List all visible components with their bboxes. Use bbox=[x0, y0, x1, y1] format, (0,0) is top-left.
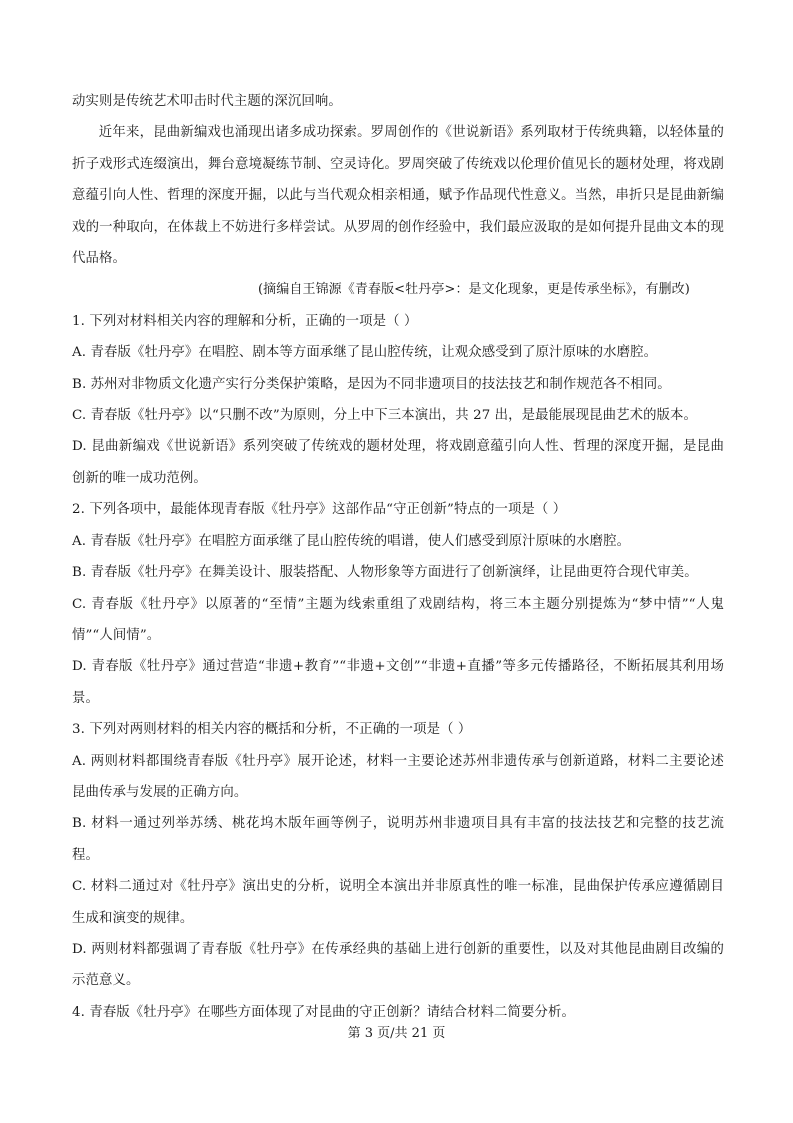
question-3 bbox=[72, 714, 724, 997]
option-c: C. 青春版《牡丹亭》以“只删不改”为原则，分上中下三本演出，共 27 出，是最能展现昆曲艺术的版本。 bbox=[72, 408, 698, 424]
option-a: A. 青春版《牡丹亭》在唱腔、剧本等方面承继了昆山腔传统，让观众感受到了原汁原味的水磨腔。 bbox=[72, 345, 658, 361]
page-content bbox=[72, 86, 724, 1028]
passage-paragraph: 近年来，昆曲新编戏也涌现出诸多成功探索。罗周创作的《世说新语》系列取材于传统典籍，以轻体量的折子戏形式连缀演出，舞台意境凝练节制、空灵诗化。罗周突破了传统戏以伦理价值见长的题材处理，将戏剧意蕴引向人性、哲理的深度开掘，以此与当代观众相亲相通，赋予作品现代性意义。当然，串折只是昆曲新编戏的一种取向，在体裁上不妨进行多样尝试。从罗周的创作经验中，我们最应汲取的是如何提升昆曲文本的现代品格。 bbox=[72, 125, 724, 267]
question-stem: 3. 下列对两则材料的相关内容的概括和分析，不正确的一项是（ ） bbox=[72, 722, 472, 738]
question-stem: 2. 下列各项中，最能体现青春版《牡丹亭》这部作品“守正创新”特点的一项是（ ） bbox=[72, 502, 567, 518]
option-a: A. 两则材料都围绕青春版《牡丹亭》展开论述，材料一主要论述苏州非遗传承与创新道路，材料二主要论述昆曲传承与发展的正确方向。 bbox=[72, 753, 724, 800]
option-c: C. 青春版《牡丹亭》以原著的“至情”主题为线索重组了戏剧结构，将三本主题分别提炼为“梦中情”“人鬼情”“人间情”。 bbox=[72, 596, 724, 643]
option-b: B. 青春版《牡丹亭》在舞美设计、服装搭配、人物形象等方面进行了创新演绎，让昆曲更符合现代审美。 bbox=[72, 565, 698, 581]
passage-source: (摘编自王锦源《青春版<牡丹亭>：是文化现象，更是传承坐标》，有删改) bbox=[258, 282, 690, 298]
option-b: B. 苏州对非物质文化遗产实行分类保护策略，是因为不同非遗项目的技法技艺和制作规范各不相同。 bbox=[72, 376, 671, 392]
option-d: D. 昆曲新编戏《世说新语》系列突破了传统戏的题材处理，将戏剧意蕴引向人性、哲理的深度开掘，是昆曲创新的唯一成功范例。 bbox=[72, 439, 724, 486]
page-footer: 第 3 页/共 21 页 bbox=[347, 1026, 446, 1041]
question-stem: 1. 下列对材料相关内容的理解和分析，正确的一项是（ ） bbox=[72, 313, 418, 329]
option-a: A. 青春版《牡丹亭》在唱腔方面承继了昆山腔传统的唱谱，使人们感受到原汁原味的水磨腔。 bbox=[72, 533, 631, 549]
question-2 bbox=[72, 494, 724, 714]
option-d: D. 两则材料都强调了青春版《牡丹亭》在传承经典的基础上进行创新的重要性，以及对其他昆曲剧目改编的示范意义。 bbox=[72, 941, 724, 989]
passage-line: 动实则是传统艺术叩击时代主题的深沉回响。 bbox=[72, 94, 342, 109]
option-c: C. 材料二通过对《牡丹亭》演出史的分析，说明全本演出并非原真性的唯一标准，昆曲保护传承应遵循剧目生成和演变的规律。 bbox=[72, 879, 724, 926]
question-1 bbox=[72, 306, 724, 494]
question-stem: 4. 青春版《牡丹亭》在哪些方面体现了对昆曲的守正创新？请结合材料二简要分析。 bbox=[72, 1004, 575, 1020]
option-d: D. 青春版《牡丹亭》通过营造“非遗+教育”“非遗+文创”“非遗+直播”等多元传播路径，不断拓展其利用场景。 bbox=[72, 659, 724, 706]
option-b: B. 材料一通过列举苏绣、桃花坞木版年画等例子，说明苏州非遗项目具有丰富的技法技艺和完整的技艺流程。 bbox=[72, 816, 724, 863]
